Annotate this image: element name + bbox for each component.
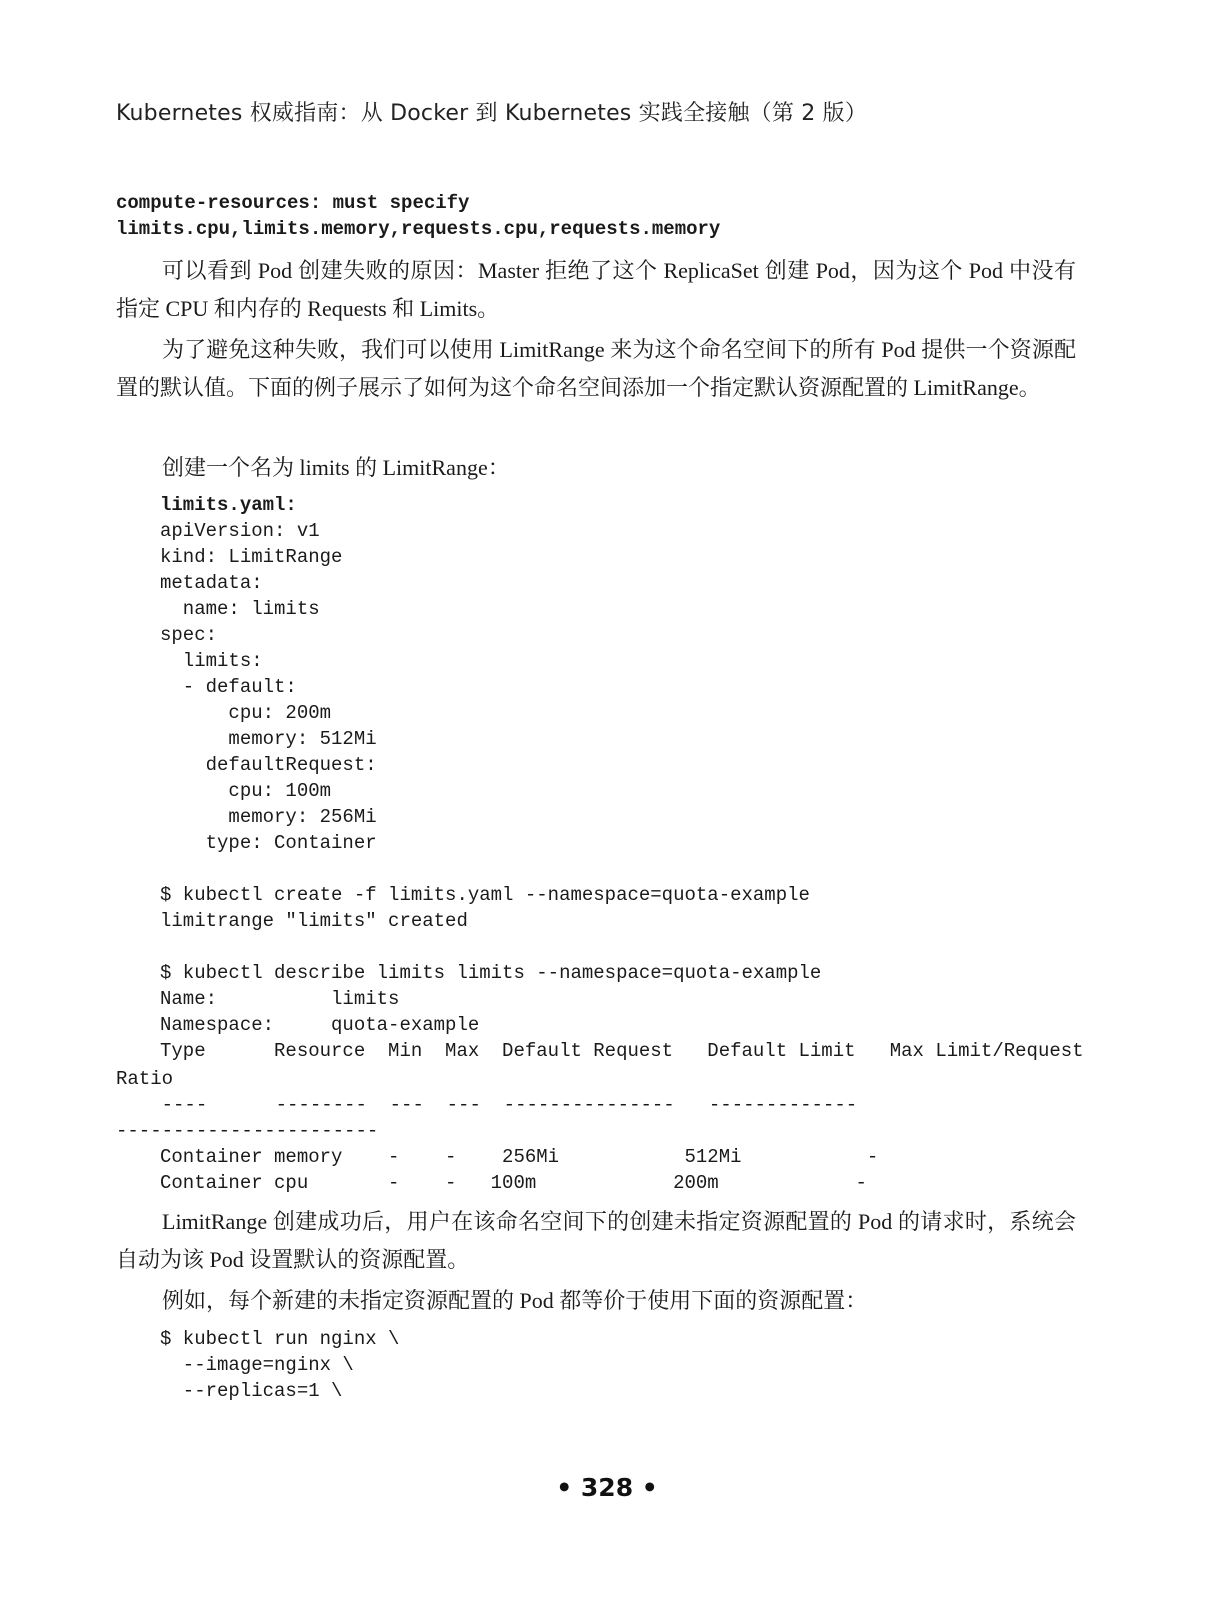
yaml-filename: limits.yaml: <box>160 494 297 516</box>
code-line: memory: 256Mi <box>160 806 377 828</box>
code-line: - default: <box>160 676 297 698</box>
run-command-block <box>160 1326 399 1404</box>
yaml-code-block <box>160 492 1084 1064</box>
code-line: name: limits <box>160 598 320 620</box>
code-line: limits: <box>160 650 263 672</box>
paragraph-limitrange-intro: 为了避免这种失败，我们可以使用 LimitRange 来为这个命名空间下的所有 Pod 提供一个资源配置的默认值。下面的例子展示了如何为这个命名空间添加一个指定默认资源配置的 LimitRange。 <box>116 337 1076 400</box>
error-line-1: compute-resources: must specify <box>116 192 470 214</box>
table-header: Type Resource Min Max Default Request Default Limit Max Limit/Request <box>160 1040 1084 1062</box>
error-line-2: limits.cpu,limits.memory,requests.cpu,requests.memory <box>116 218 721 240</box>
code-line: $ kubectl describe limits limits --namespace=quota-example <box>160 962 822 984</box>
table-row: Container memory - - 256Mi 512Mi - <box>160 1146 879 1168</box>
paragraph-limitrange-success: LimitRange 创建成功后，用户在该命名空间下的创建未指定资源配置的 Pod 的请求时，系统会自动为该 Pod 设置默认的资源配置。 <box>116 1209 1076 1272</box>
table-row: Container cpu - - 100m 200m - <box>160 1172 867 1194</box>
code-line: Name: limits <box>160 988 400 1010</box>
table-separator: ---- -------- --- --- --------------- ------------- <box>116 1094 858 1116</box>
code-line: spec: <box>160 624 218 646</box>
code-line <box>160 856 1084 882</box>
code-line: apiVersion: v1 <box>160 520 320 542</box>
code-line: cpu: 100m <box>160 780 332 802</box>
paragraph-create-limits: 创建一个名为 limits 的 LimitRange： <box>162 455 510 480</box>
table-header-wrap: Ratio <box>116 1068 174 1090</box>
describe-table-rows <box>160 1144 878 1196</box>
running-header: Kubernetes 权威指南：从 Docker 到 Kubernetes 实践全接触（第 2 版） <box>116 101 868 126</box>
code-line: kind: LimitRange <box>160 546 343 568</box>
code-line: type: Container <box>160 832 377 854</box>
code-line: limitrange "limits" created <box>160 910 468 932</box>
code-line: $ kubectl create -f limits.yaml --namespace=quota-example <box>160 884 810 906</box>
code-line: defaultRequest: <box>160 754 377 776</box>
describe-table <box>116 1066 857 1144</box>
paragraph-example: 例如，每个新建的未指定资源配置的 Pod 都等价于使用下面的资源配置： <box>162 1288 868 1313</box>
code-line <box>160 934 1084 960</box>
code-line: $ kubectl run nginx \ <box>160 1328 400 1350</box>
table-separator-wrap: ----------------------- <box>116 1120 379 1142</box>
error-output <box>116 190 720 242</box>
code-line: memory: 512Mi <box>160 728 377 750</box>
paragraph-failure-reason: 可以看到 Pod 创建失败的原因：Master 拒绝了这个 ReplicaSet 创建 Pod，因为这个 Pod 中没有指定 CPU 和内存的 Requests 和 Limits。 <box>116 258 1076 321</box>
page-number: • 328 • <box>556 1473 658 1502</box>
code-line: metadata: <box>160 572 263 594</box>
code-line: --image=nginx \ <box>160 1354 354 1376</box>
code-line: --replicas=1 \ <box>160 1380 343 1402</box>
code-line: Namespace: quota-example <box>160 1014 480 1036</box>
code-line: cpu: 200m <box>160 702 332 724</box>
